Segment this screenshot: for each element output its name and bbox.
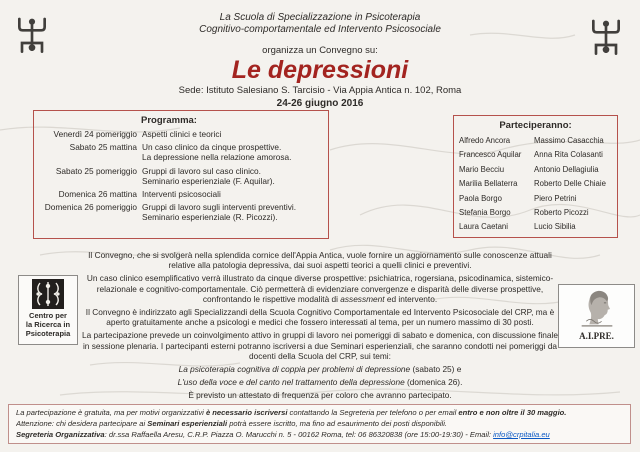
program-row (37, 202, 323, 222)
participant-name: Massimo Casacchia (534, 136, 604, 145)
participant-name: Francesco Aquilar (459, 150, 522, 160)
seminar-1-suffix: (sabato 25) e (410, 364, 462, 375)
aipre-badge (558, 284, 635, 348)
paragraph-case (82, 273, 558, 304)
seminar-2-title: L'uso della voce e del canto nel trattamento della depressione (177, 377, 405, 388)
participants-box (453, 115, 618, 238)
paragraph-case-end: ed intervento. (384, 293, 438, 304)
program-date: Venerdì 24 pomeriggio (53, 129, 137, 139)
program-row (37, 189, 323, 199)
participant-name: Paola Borgo (459, 193, 502, 203)
program-date: Sabato 25 pomeriggio (55, 165, 137, 176)
program-desc-line: Seminario esperienziale (F. Aquilar). (142, 175, 275, 186)
paragraph-intro: Il Convegno, che si svolgerà nella splendida cornice dell'Appia Antica, vuole fornire un aggiornamento sulle conoscenze attuali relative alla patologia depressiva, dai suoi aspetti teorici a quelli clinici e preventivi. (88, 250, 552, 271)
flyer-header (0, 12, 640, 110)
footer-line-1 (16, 407, 623, 418)
seminar-2-suffix: (domenica 26). (404, 377, 463, 388)
footer-bold-deadline: entro e non oltre il 30 maggio. (458, 408, 567, 417)
conference-title: Le depressioni (231, 56, 409, 85)
program-desc-line: Interventi psicosociali (142, 189, 221, 200)
program-desc (142, 166, 323, 186)
program-box (33, 110, 329, 239)
school-name-line1: La Scuola di Specializzazione in Psicoterapia (219, 12, 421, 23)
footer-text: Attenzione: chi desidera partecipare ai (16, 419, 148, 428)
program-desc (142, 142, 323, 162)
classical-bust-icon (574, 287, 620, 331)
crp-label-line: Psicoterapia (25, 329, 71, 338)
participant-name: Roberto Delle Chiaie (534, 179, 606, 189)
participant-name: Alfredo Ancora (459, 136, 511, 145)
program-row (37, 166, 323, 186)
crp-label-line: la Ricerca in (25, 320, 71, 329)
email-link[interactable]: info@crpitalia.eu (493, 430, 550, 439)
program-desc-line: Aspetti clinici e teorici (142, 129, 222, 139)
crp-label-line: Centro per (29, 311, 67, 320)
participant-name: Piero Petrini (534, 193, 577, 203)
footer-bold-seminars: Seminari esperienziali (147, 419, 228, 428)
crp-badge-label (26, 311, 71, 338)
woodcut-ornament-icon (32, 279, 64, 309)
seminar-1-line (82, 364, 558, 374)
assessment-italic: assessment (340, 293, 385, 304)
paragraph-audience: Il Convegno è indirizzato agli Specializzandi della Scuola Cognitivo Comportamentale ed Intervento Psicosociale del CRP, ma è aperto gratuitamente anche a psicologi e medici che fossero interessati al tema, per un numero massimo di 30 posti. (85, 307, 555, 328)
footer-line-2 (16, 418, 623, 429)
participant-name: Lucio Sibilia (534, 222, 576, 232)
program-desc-line: Seminario esperienziale (R. Picozzi). (142, 212, 278, 223)
program-desc-line: Un caso clinico da cinque prospettive. (142, 142, 282, 153)
paragraph-case-text: Un caso clinico esemplificativo verrà illustrato da cinque diverse prospettive: psichiatrica, rogersiana, psicodinamica, sistemico-relazionale e cognitivo-comportamentale. Ciò permetterà di evidenziare convergenze e disparità delle diverse prospettive, confrontando le rispettive modalità di (86, 273, 554, 304)
participant-name: Antonio Dellagiulia (534, 164, 599, 174)
participant-name: Anna Rita Colasanti (534, 150, 603, 160)
program-desc (142, 202, 323, 222)
program-desc (142, 189, 323, 199)
venue-line: Sede: Istituto Salesiano S. Tarcisio - Via Appia Antica n. 102, Roma (178, 85, 462, 97)
participants-column-2 (534, 134, 612, 235)
program-row (37, 142, 323, 162)
footer-box (8, 404, 631, 444)
participants-columns (459, 134, 612, 235)
program-row (37, 129, 323, 139)
program-date: Sabato 25 mattina (69, 142, 137, 153)
program-desc-line: Gruppi di lavoro sul caso clinico. (142, 165, 261, 176)
participant-name: Mario Becciu (459, 164, 505, 174)
footer-text: : dr.ssa Raffaella Aresu, C.R.P. Piazza O. Marucchi n. 5 - 00162 Roma, tel: 06 86320838 (ore 15:00-19:30) - Email: (104, 430, 494, 439)
program-desc-line: La depressione nella relazione amorosa. (142, 152, 292, 163)
organizes-line: organizza un Convegno su: (262, 45, 378, 56)
footer-bold-enroll: è necessario iscriversi (205, 408, 288, 417)
program-desc (142, 129, 323, 139)
participant-name: Laura Caetani (459, 222, 508, 232)
program-desc-line: Gruppi di lavoro sugli interventi preventivi. (142, 202, 297, 213)
program-date: Domenica 26 pomeriggio (44, 202, 137, 213)
footer-text: potrà essere iscritto, ma fino ad esaurimento dei posti disponibili. (227, 419, 447, 428)
school-name-line2: Cognitivo-comportamentale ed Intervento Psicosociale (199, 24, 441, 35)
program-heading: Programma: (141, 115, 197, 126)
footer-line-3 (16, 429, 623, 440)
aipre-badge-label: A.I.PRE. (579, 331, 614, 341)
footer-text: La partecipazione è gratuita, ma per motivi organizzativi (16, 408, 206, 417)
participant-name: Roberto Picozzi (534, 208, 589, 218)
certificate-line: È previsto un attestato di frequenza per coloro che avranno partecipato. (188, 390, 452, 401)
participants-heading: Parteciperanno: (499, 120, 572, 131)
program-date: Domenica 26 mattina (58, 189, 137, 200)
footer-bold-secretariat: Segreteria Organizzativa (16, 430, 105, 439)
seminar-2-line (82, 377, 558, 387)
participant-name: Marilia Bellaterra (459, 179, 518, 189)
seminar-1-title: La psicoterapia cognitiva di coppia per problemi di depressione (178, 364, 411, 375)
paragraph-participation: La partecipazione prevede un coinvolgimento attivo in gruppi di lavoro nei pomeriggi di sabato e domenica, con discussione finale in sessione plenaria. I partecipanti esterni potranno iscriversi a due Seminari esperienziali, che saranno condotti nei pomeriggi da docenti della Scuola del CRP, sui temi: (82, 330, 558, 361)
footer-text: contattando la Segreteria per telefono o per email (287, 408, 459, 417)
crp-badge (18, 275, 78, 345)
participants-column-1 (459, 134, 534, 235)
participant-name: Stefania Borgo (459, 208, 511, 218)
dates-line: 24-26 giugno 2016 (276, 97, 364, 109)
body-text (82, 250, 558, 404)
